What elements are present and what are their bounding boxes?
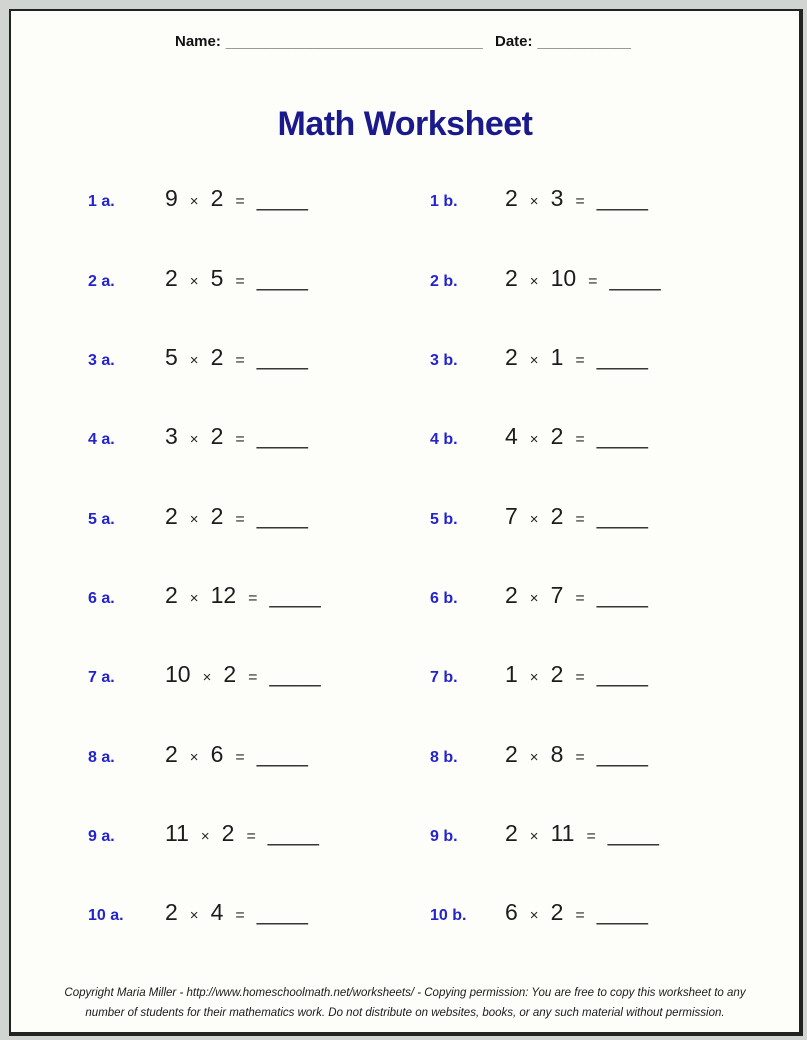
factor-2: 11	[550, 819, 575, 846]
problem-5b	[430, 503, 799, 530]
factor-1: 2	[165, 740, 178, 767]
equals-sign: =	[235, 431, 245, 449]
times-sign: ×	[200, 827, 210, 845]
factor-2: 2	[550, 661, 564, 688]
factor-2: 4	[210, 899, 224, 926]
equals-sign: =	[575, 669, 585, 687]
date-label: Date:	[495, 33, 533, 50]
expression	[505, 741, 648, 768]
name-line: _________________________________	[225, 33, 483, 49]
problem-label: 9 a.	[88, 827, 115, 845]
factor-1: 2	[165, 899, 178, 926]
answer-blank: ____	[256, 264, 308, 291]
expression	[165, 423, 308, 450]
expression	[165, 820, 319, 847]
factor-1: 1	[505, 661, 518, 688]
times-sign: ×	[189, 510, 199, 528]
times-sign: ×	[529, 827, 539, 845]
expression	[165, 344, 308, 371]
factor-1: 2	[165, 581, 178, 608]
factor-1: 6	[505, 899, 518, 926]
answer-blank: ____	[256, 502, 308, 529]
times-sign: ×	[189, 193, 199, 211]
factor-2: 1	[550, 343, 564, 370]
problem-row-5	[11, 476, 799, 555]
problem-8a	[88, 741, 430, 768]
name-label: Name:	[175, 33, 221, 50]
factor-2: 2	[210, 343, 224, 370]
problem-label: 9 b.	[430, 827, 458, 845]
answer-blank: ____	[256, 423, 308, 450]
factor-1: 9	[165, 185, 178, 212]
problem-7b	[430, 661, 799, 688]
problem-row-6	[11, 556, 799, 635]
problem-7a	[88, 661, 430, 688]
problem-4b	[430, 423, 799, 450]
answer-blank: ____	[269, 581, 321, 608]
factor-2: 2	[210, 502, 224, 529]
factor-2: 6	[210, 740, 224, 767]
expression	[165, 503, 308, 530]
factor-2: 2	[550, 502, 564, 529]
expression	[505, 344, 648, 371]
equals-sign: =	[235, 748, 245, 766]
problem-row-10	[11, 873, 799, 952]
times-sign: ×	[189, 748, 199, 766]
answer-blank: ____	[256, 740, 308, 767]
factor-1: 7	[505, 502, 518, 529]
factor-2: 2	[550, 899, 564, 926]
factor-2: 2	[221, 819, 235, 846]
equals-sign: =	[248, 669, 258, 687]
problem-row-8	[11, 714, 799, 793]
answer-blank: ____	[596, 581, 648, 608]
worksheet-page	[9, 9, 803, 1036]
times-sign: ×	[189, 589, 199, 607]
expression	[505, 423, 648, 450]
expression	[165, 185, 308, 212]
factor-1: 2	[505, 343, 518, 370]
equals-sign: =	[575, 748, 585, 766]
problem-label: 4 b.	[430, 431, 458, 449]
problem-10b	[430, 899, 799, 926]
equals-sign: =	[575, 193, 585, 211]
problem-label: 8 b.	[430, 748, 458, 766]
equals-sign: =	[235, 510, 245, 528]
factor-2: 7	[550, 581, 564, 608]
page-title: Math Worksheet	[277, 105, 533, 143]
expression	[505, 582, 648, 609]
problem-label: 5 a.	[88, 510, 115, 528]
factor-2: 2	[210, 185, 224, 212]
expression	[505, 265, 661, 292]
problem-1a	[88, 185, 430, 212]
problem-label: 7 b.	[430, 669, 458, 687]
answer-blank: ____	[596, 899, 648, 926]
expression	[505, 185, 648, 212]
problem-label: 3 b.	[430, 351, 458, 369]
equals-sign: =	[248, 589, 258, 607]
problem-row-1	[11, 159, 799, 238]
problem-9a	[88, 820, 430, 847]
factor-1: 10	[165, 661, 191, 688]
problem-grid	[11, 159, 799, 952]
equals-sign: =	[235, 193, 245, 211]
answer-blank: ____	[596, 423, 648, 450]
answer-blank: ____	[596, 740, 648, 767]
expression	[165, 661, 321, 688]
expression	[165, 265, 308, 292]
times-sign: ×	[529, 510, 539, 528]
factor-2: 2	[550, 423, 564, 450]
expression	[165, 899, 308, 926]
factor-1: 2	[165, 502, 178, 529]
problem-4a	[88, 423, 430, 450]
problem-3a	[88, 344, 430, 371]
problem-label: 8 a.	[88, 748, 115, 766]
equals-sign: =	[586, 827, 596, 845]
problem-label: 10 a.	[88, 907, 124, 925]
answer-blank: ____	[596, 185, 648, 212]
factor-2: 2	[210, 423, 224, 450]
equals-sign: =	[235, 272, 245, 290]
problem-label: 6 b.	[430, 589, 458, 607]
factor-2: 12	[210, 581, 237, 608]
expression	[505, 503, 648, 530]
factor-2: 8	[550, 740, 564, 767]
factor-2: 2	[223, 661, 237, 688]
problem-2a	[88, 265, 430, 292]
factor-1: 11	[165, 819, 189, 846]
problem-row-3	[11, 318, 799, 397]
factor-1: 2	[165, 264, 178, 291]
problem-row-9	[11, 794, 799, 873]
problem-label: 10 b.	[430, 907, 467, 925]
times-sign: ×	[529, 193, 539, 211]
problem-label: 7 a.	[88, 669, 115, 687]
expression	[165, 582, 321, 609]
answer-blank: ____	[267, 819, 319, 846]
equals-sign: =	[235, 907, 245, 925]
problem-label: 2 b.	[430, 272, 458, 290]
answer-blank: ____	[596, 661, 648, 688]
problem-row-4	[11, 397, 799, 476]
problem-6a	[88, 582, 430, 609]
times-sign: ×	[189, 272, 199, 290]
factor-1: 2	[505, 740, 518, 767]
problem-row-7	[11, 635, 799, 714]
answer-blank: ____	[256, 343, 308, 370]
times-sign: ×	[529, 272, 539, 290]
answer-blank: ____	[609, 264, 661, 291]
factor-2: 5	[210, 264, 224, 291]
problem-label: 1 b.	[430, 193, 458, 211]
problem-label: 3 a.	[88, 351, 115, 369]
equals-sign: =	[575, 351, 585, 369]
times-sign: ×	[529, 431, 539, 449]
expression	[165, 741, 308, 768]
times-sign: ×	[529, 748, 539, 766]
equals-sign: =	[575, 589, 585, 607]
times-sign: ×	[189, 907, 199, 925]
factor-1: 2	[505, 581, 518, 608]
answer-blank: ____	[596, 502, 648, 529]
times-sign: ×	[189, 351, 199, 369]
equals-sign: =	[246, 827, 256, 845]
answer-blank: ____	[269, 661, 321, 688]
problem-6b	[430, 582, 799, 609]
times-sign: ×	[529, 669, 539, 687]
factor-1: 5	[165, 343, 178, 370]
problem-3b	[430, 344, 799, 371]
problem-9b	[430, 820, 799, 847]
copyright-footer	[11, 983, 799, 1024]
answer-blank: ____	[256, 899, 308, 926]
equals-sign: =	[588, 272, 598, 290]
copyright-line-1: Copyright Maria Miller - http://www.homeschoolmath.net/worksheets/ - Copying permission: You are free to copy this worksheet to any	[64, 986, 746, 999]
times-sign: ×	[189, 431, 199, 449]
problem-label: 1 a.	[88, 193, 115, 211]
times-sign: ×	[529, 351, 539, 369]
problem-8b	[430, 741, 799, 768]
expression	[505, 661, 648, 688]
expression	[505, 820, 659, 847]
factor-1: 4	[505, 423, 518, 450]
factor-1: 2	[505, 185, 518, 212]
problem-label: 6 a.	[88, 589, 115, 607]
equals-sign: =	[235, 351, 245, 369]
factor-1: 2	[505, 264, 518, 291]
times-sign: ×	[529, 907, 539, 925]
problem-2b	[430, 265, 799, 292]
times-sign: ×	[529, 589, 539, 607]
factor-1: 2	[505, 819, 518, 846]
expression	[505, 899, 648, 926]
copyright-line-2: number of students for their mathematics work. Do not distribute on websites, books, or any such material without permission.	[85, 1007, 725, 1020]
factor-2: 10	[550, 264, 577, 291]
problem-5a	[88, 503, 430, 530]
times-sign: ×	[202, 669, 212, 687]
factor-2: 3	[550, 185, 564, 212]
problem-10a	[88, 899, 430, 926]
factor-1: 3	[165, 423, 178, 450]
answer-blank: ____	[607, 819, 659, 846]
problem-row-2	[11, 238, 799, 317]
problem-label: 2 a.	[88, 272, 115, 290]
date-field	[495, 33, 631, 50]
answer-blank: ____	[596, 343, 648, 370]
problem-label: 4 a.	[88, 431, 115, 449]
equals-sign: =	[575, 907, 585, 925]
answer-blank: ____	[256, 185, 308, 212]
equals-sign: =	[575, 431, 585, 449]
equals-sign: =	[575, 510, 585, 528]
name-field	[175, 33, 483, 50]
problem-label: 5 b.	[430, 510, 458, 528]
problem-1b	[430, 185, 799, 212]
date-line: ____________	[537, 33, 631, 49]
